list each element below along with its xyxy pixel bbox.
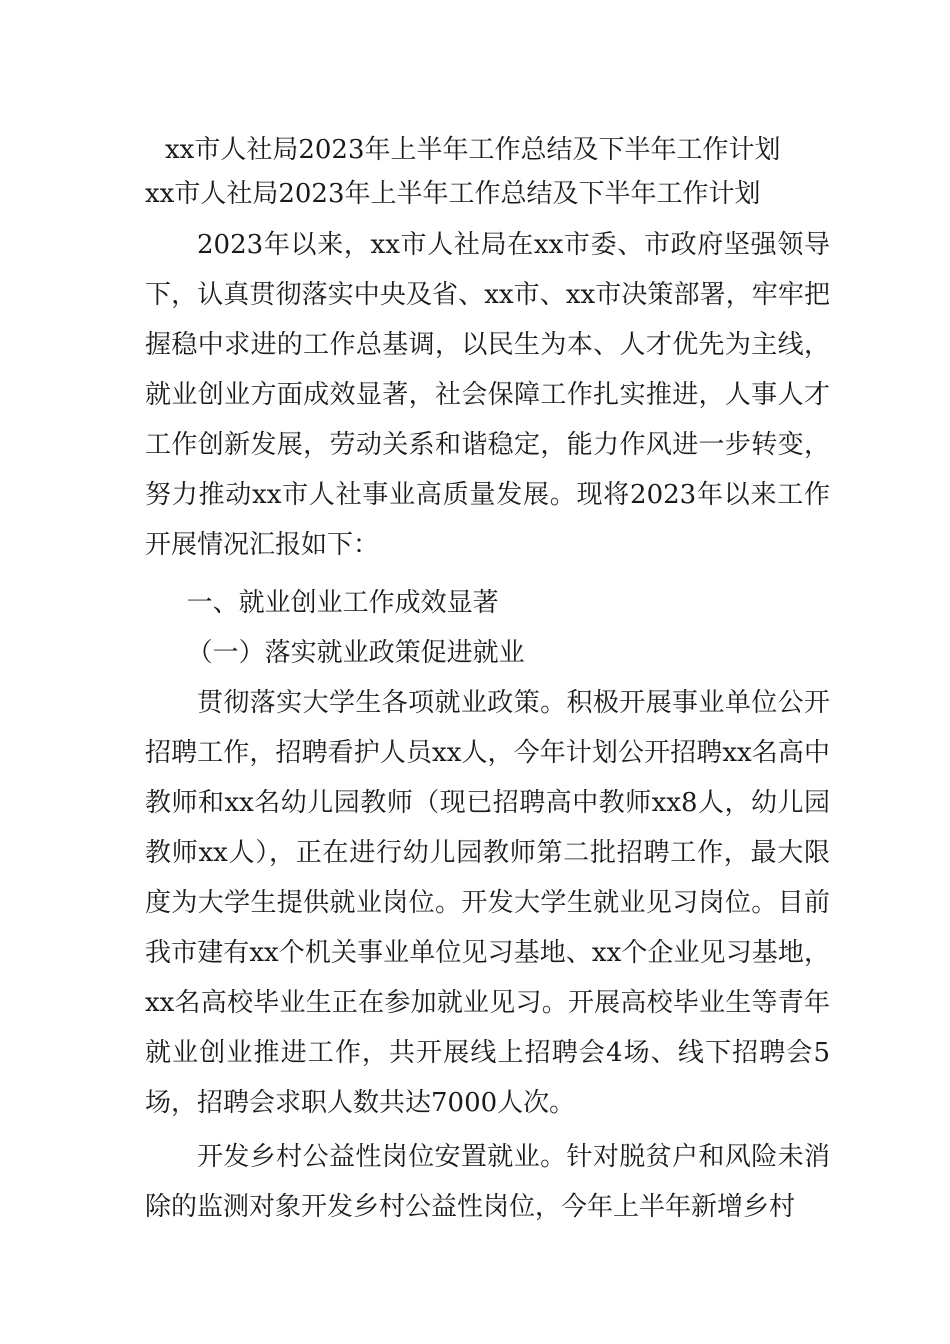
spacer: [145, 570, 830, 578]
body-paragraph: 开发乡村公益性岗位安置就业。针对脱贫户和风险未消除的监测对象开发乡村公益性岗位，今年上半年新增乡村: [145, 1142, 830, 1222]
intro-paragraph: 2023年以来，xx市人社局在xx市委、市政府坚强领导下，认真贯彻落实中央及省、xx市、xx市决策部署，牢牢把握稳中求进的工作总基调，以民生为本、人才优先为主线，就业创业方面成效显著，社会保障工作扎实推进，人事人才工作创新发展，劳动关系和谐稳定，能力作风进一步转变，努力推动xx市人社事业高质量发展。现将2023年以来工作开展情况汇报如下：: [145, 230, 830, 560]
document-body: [145, 128, 830, 1232]
document-title: xx市人社局2023年上半年工作总结及下半年工作计划: [165, 135, 781, 165]
subsection-heading: （一）落实就业政策促进就业: [186, 638, 525, 668]
document-subtitle: xx市人社局2023年上半年工作总结及下半年工作计划: [145, 179, 761, 209]
body-paragraph: 贯彻落实大学生各项就业政策。积极开展事业单位公开招聘工作，招聘看护人员xx人，今年计划公开招聘xx名高中教师和xx名幼儿园教师（现已招聘高中教师xx8人，幼儿园教师xx人），正在进行幼儿园教师第二批招聘工作，最大限度为大学生提供就业岗位。开发大学生就业见习岗位。目前我市建有xx个机关事业单位见习基地、xx个企业见习基地，xx名高校毕业生正在参加就业见习。开展高校毕业生等青年就业创业推进工作，共开展线上招聘会4场、线下招聘会5场，招聘会求职人数共达7000人次。: [145, 688, 830, 1118]
section-heading: 一、就业创业工作成效显著: [186, 588, 499, 618]
